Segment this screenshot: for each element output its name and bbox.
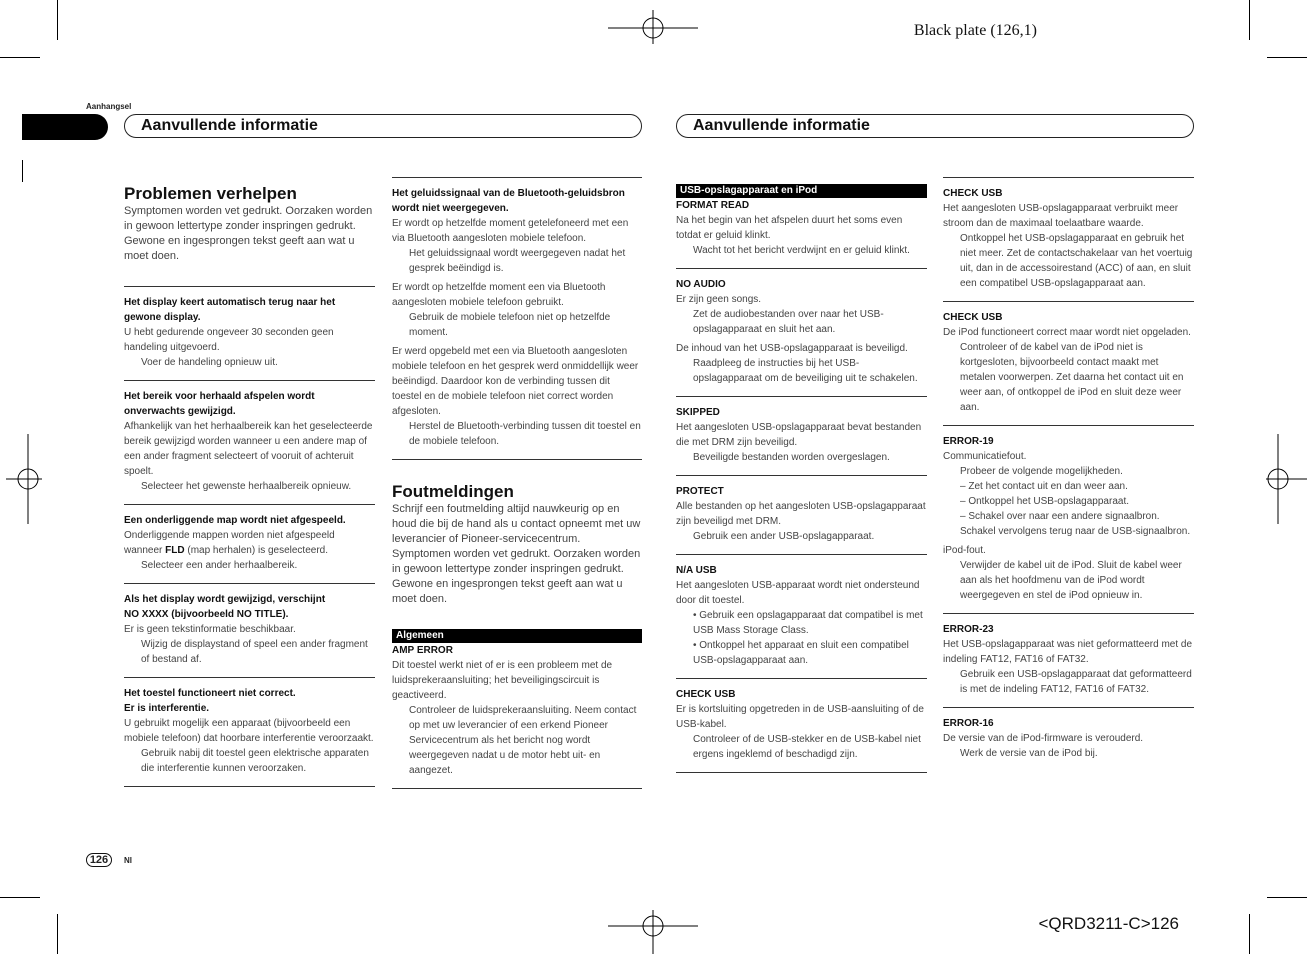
error-heading: N/A USB [676, 565, 717, 576]
fix-text: Gebruik de mobiele telefoon niet op hetzelfde moment. [409, 312, 611, 338]
fix-text: – Zet het contact uit en dan weer aan. [960, 481, 1128, 492]
symptom-heading: Een onderliggende map wordt niet afgespeeld. [124, 515, 346, 526]
fix-text: Schakel vervolgens terug naar de USB-signaalbron. [960, 526, 1191, 537]
cause-text: Onderliggende mappen worden niet afgespeeld wanneer FLD (map herhalen) is geselecteerd. [124, 530, 335, 556]
error-heading: CHECK USB [943, 312, 1003, 323]
crop-mark [1267, 897, 1307, 898]
intro-text: Symptomen worden vet gedrukt. Oorzaken worden in gewoon lettertype zonder inspringen gedrukt. Gewone en ingesprongen tekst geeft aan wat u moet doen. [124, 205, 373, 262]
cause-text: Er zijn geen songs. [676, 294, 762, 305]
error-heading: CHECK USB [943, 188, 1003, 199]
symptom-heading: Er is interferentie. [124, 703, 210, 714]
column-2 [392, 177, 642, 797]
symptom-heading: Het geluidssignaal van de Bluetooth-geluidsbron wordt niet weergegeven. [392, 188, 625, 214]
fix-text: Controleer of de kabel van de iPod niet is kortgesloten, bijvoorbeeld contact maakt met metalen voorwerpen. Zet daarna het contact uit en weer aan, of ontkoppel de iPod en sluit deze weer aan. [960, 342, 1184, 413]
crop-mark [0, 57, 40, 58]
cause-text: Er is kortsluiting opgetreden in de USB-aansluiting of de USB-kabel. [676, 704, 924, 730]
symptom-heading: Het bereik voor herhaald afspelen wordt onverwachts gewijzigd. [124, 391, 315, 417]
fix-text: Wijzig de displaystand of speel een ander fragment of bestand af. [141, 639, 368, 665]
category-bar: Algemeen [392, 629, 642, 643]
category-bar: USB-opslagapparaat en iPod [676, 184, 927, 198]
crop-mark [1249, 0, 1250, 40]
registration-mark-icon [6, 434, 42, 524]
fix-text: Wacht tot het bericht verdwijnt en er geluid klinkt. [693, 245, 910, 256]
error-heading: ERROR-23 [943, 624, 994, 635]
column-1 [124, 184, 375, 795]
divider [676, 396, 927, 397]
cause-text: Communicatiefout. [943, 451, 1027, 462]
section-tab [22, 114, 108, 140]
cause-text: Er is geen tekstinformatie beschikbaar. [124, 624, 296, 635]
fix-text: Selecteer het gewenste herhaalbereik opnieuw. [141, 481, 352, 492]
divider [676, 554, 927, 555]
fix-text: Voer de handeling opnieuw uit. [141, 357, 278, 368]
column-3 [676, 184, 927, 781]
plate-label: Black plate (126,1) [913, 22, 1037, 39]
fix-text: Ontkoppel het USB-opslagapparaat en gebruik het niet meer. Zet de contactschakelaar van het voertuig uit, dan in de accessoirestand (ACC) of aan, en sluit een compatibel USB-opslagapparaat aan. [960, 233, 1193, 289]
intro-text: Schrijf een foutmelding altijd nauwkeurig op en houd die bij de hand als u contact opneemt met uw leverancier of Pioneer-servicecentrum. Symptomen worden vet gedrukt. Oorzaken worden in gewoon lettertype zonder inspringen gedrukt. Gewone en ingesprongen tekst geeft aan wat u moet doen. [392, 503, 641, 605]
page-number: 126 [86, 853, 112, 867]
cause-text: Het aangesloten USB-opslagapparaat bevat bestanden die met DRM zijn beveiligd. [676, 422, 922, 448]
error-heading: AMP ERROR [392, 645, 453, 656]
registration-mark-icon [608, 910, 698, 954]
cause-text: Het aangesloten USB-opslagapparaat verbruikt meer stroom dan de maximaal toelaatbare waarde. [943, 203, 1179, 229]
divider [676, 678, 927, 679]
fix-text: Controleer de luidsprekeraansluiting. Neem contact op met uw leverancier of een erkend Pioneer Servicecentrum als het bericht nog wordt weergegeven nadat u de motor hebt uit- en aangezet. [409, 705, 637, 776]
fix-text: Probeer de volgende mogelijkheden. [960, 466, 1123, 477]
fix-text: • Gebruik een opslagapparaat dat compatibel is met USB Mass Storage Class. [693, 610, 923, 636]
fix-text: Het geluidssignaal wordt weergegeven nadat het gesprek beëindigd is. [409, 248, 626, 274]
symptom-heading: Het toestel functioneert niet correct. [124, 688, 296, 699]
section-heading: Foutmeldingen [392, 482, 514, 501]
fix-text: – Schakel over naar een andere signaalbron. [960, 511, 1160, 522]
cause-text: Afhankelijk van het herhaalbereik kan het geselecteerde bereik gewijzigd worden wanneer u een andere map of een ander fragment selecteert of vooruit of achteruit spoelt. [124, 421, 373, 477]
divider [676, 772, 927, 773]
fix-text: Gebruik een ander USB-opslagapparaat. [693, 531, 875, 542]
left-section-title: Aanvullende informatie [124, 114, 642, 138]
symptom-heading: Als het display wordt gewijzigd, verschijnt [124, 594, 326, 605]
cause-text: De versie van de iPod-firmware is verouderd. [943, 733, 1144, 744]
divider [943, 425, 1194, 426]
fix-text: • Ontkoppel het apparaat en sluit een compatibel USB-opslagapparaat aan. [693, 640, 909, 666]
fix-text: Raadpleeg de instructies bij het USB-opslagapparaat om de beveiliging uit te schakelen. [693, 358, 918, 384]
crop-mark [1249, 914, 1250, 954]
fix-text: – Ontkoppel het USB-opslagapparaat. [960, 496, 1129, 507]
fix-text: Gebruik nabij dit toestel geen elektrische apparaten die interferentie kunnen veroorzaken. [141, 748, 369, 774]
cause-text: Er werd opgebeld met een via Bluetooth aangesloten mobiele telefoon en het gesprek werd onmiddellijk weer beëindigd. Daardoor kon de verbinding tussen dit toestel en de mobiele telefoon niet correct worden afgesloten. [392, 346, 639, 417]
cause-text: Alle bestanden op het aangesloten USB-opslagapparaat zijn beveiligd met DRM. [676, 501, 926, 527]
cause-text: De inhoud van het USB-opslagapparaat is beveiligd. [676, 343, 908, 354]
cause-text: U gebruikt mogelijk een apparaat (bijvoorbeeld een mobiele telefoon) dat hoorbare interferentie veroorzaakt. [124, 718, 374, 744]
fix-text: Beveiligde bestanden worden overgeslagen. [693, 452, 890, 463]
page-title: Problemen verhelpen [124, 184, 297, 203]
divider [943, 707, 1194, 708]
fix-text: Werk de versie van de iPod bij. [960, 748, 1098, 759]
registration-mark-icon [608, 10, 698, 44]
fix-text: Gebruik een USB-opslagapparaat dat geformatteerd is met de indeling FAT12, FAT16 of FAT32. [960, 669, 1192, 695]
language-code: Nl [124, 856, 132, 865]
cause-text: Na het begin van het afspelen duurt het soms even totdat er geluid klinkt. [676, 215, 903, 241]
error-heading: ERROR-19 [943, 436, 994, 447]
fix-text: Controleer of de USB-stekker en de USB-kabel niet ergens ingeklemd of beschadigd zijn. [693, 734, 921, 760]
divider [943, 613, 1194, 614]
cause-text: Het USB-opslagapparaat was niet geformatteerd met de indeling FAT12, FAT16 of FAT32. [943, 639, 1193, 665]
fix-text: Verwijder de kabel uit de iPod. Sluit de kabel weer aan als het hoofdmenu van de iPod wordt weergegeven en stel de iPod opnieuw in. [960, 560, 1182, 601]
error-heading: SKIPPED [676, 407, 720, 418]
cause-text: U hebt gedurende ongeveer 30 seconden geen handeling uitgevoerd. [124, 327, 334, 353]
column-4 [943, 177, 1194, 761]
divider [676, 268, 927, 269]
error-heading: PROTECT [676, 486, 724, 497]
divider [676, 475, 927, 476]
error-heading: ERROR-16 [943, 718, 994, 729]
crop-mark [1267, 57, 1307, 58]
fix-text: Selecteer een ander herhaalbereik. [141, 560, 298, 571]
divider [943, 301, 1194, 302]
cause-text: iPod-fout. [943, 545, 986, 556]
fix-text: Zet de audiobestanden over naar het USB-opslagapparaat en sluit het aan. [693, 309, 884, 335]
right-section-title: Aanvullende informatie [676, 114, 1194, 138]
crop-mark [22, 160, 23, 182]
crop-mark [57, 914, 58, 954]
error-heading: NO AUDIO [676, 279, 726, 290]
cause-text: De iPod functioneert correct maar wordt niet opgeladen. [943, 327, 1191, 338]
document-code: <QRD3211-C>126 [1038, 914, 1179, 933]
error-heading: FORMAT READ [676, 200, 750, 211]
fix-text: Herstel de Bluetooth-verbinding tussen dit toestel en de mobiele telefoon. [409, 421, 641, 447]
cause-text: Er wordt op hetzelfde moment een via Bluetooth aangesloten mobiele telefoon gebruikt. [392, 282, 606, 308]
cause-text: Er wordt op hetzelfde moment getelefoneerd met een via Bluetooth aangesloten mobiele telefoon. [392, 218, 629, 244]
section-label: Aanhangsel [86, 102, 132, 111]
cause-text: Het aangesloten USB-apparaat wordt niet ondersteund door dit toestel. [676, 580, 920, 606]
symptom-heading: Het display keert automatisch terug naar het gewone display. [124, 297, 336, 323]
crop-mark [0, 897, 40, 898]
symptom-heading: NO XXXX (bijvoorbeeld NO TITLE). [124, 609, 289, 620]
crop-mark [57, 0, 58, 40]
registration-mark-icon [1266, 434, 1307, 524]
error-heading: CHECK USB [676, 689, 736, 700]
cause-text: Dit toestel werkt niet of er is een probleem met de luidsprekeraansluiting; het beveiligingscircuit is geactiveerd. [392, 660, 613, 701]
